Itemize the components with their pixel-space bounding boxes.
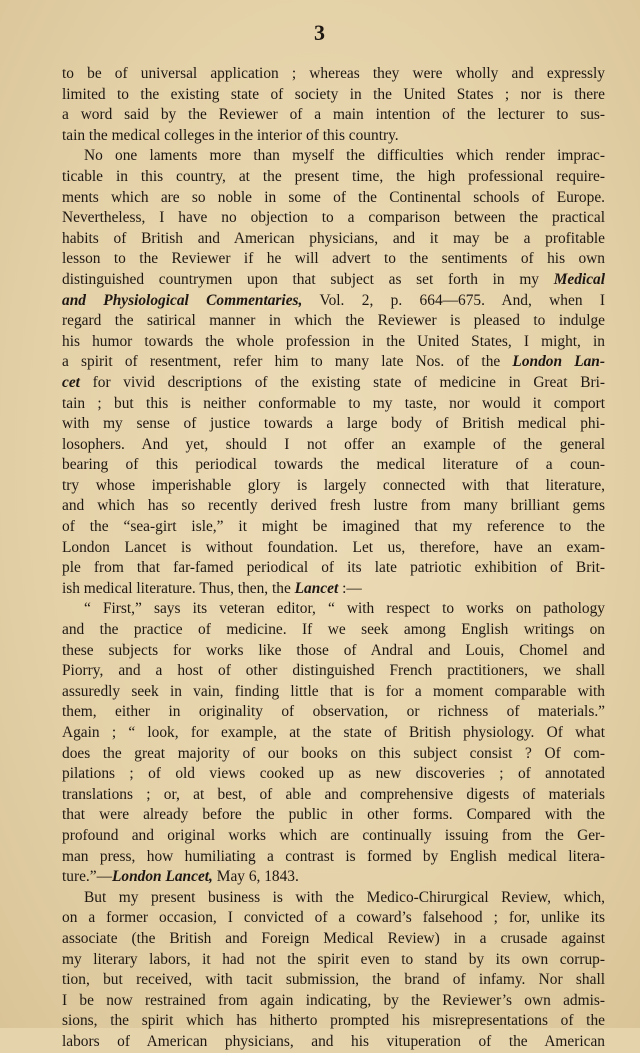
line-text: these subjects for works like those of Andral and Louis, Chomel and bbox=[62, 641, 605, 659]
italic-text: and Physiological Commentaries, bbox=[62, 291, 303, 309]
line-text: try whose imperishable glory is largely connected with that literature, bbox=[62, 476, 605, 494]
line-text: that were already before the public in other forms. Compared with the bbox=[62, 806, 605, 824]
line-text: a spirit of resentment, refer him to many late Nos. of the bbox=[62, 353, 513, 371]
line-text: ish medical literature. Thus, then, the bbox=[62, 579, 295, 597]
text-line bbox=[62, 476, 605, 497]
line-text: ple from that far-famed periodical of its late patriotic exhibition of Brit- bbox=[62, 559, 605, 577]
text-line bbox=[62, 702, 605, 723]
line-text: bearing of this periodical towards the medical literature of a coun- bbox=[62, 456, 605, 474]
text-line bbox=[62, 847, 605, 868]
italic-text: Lancet bbox=[294, 579, 339, 597]
text-line bbox=[62, 146, 605, 167]
line-text: a word said by the Reviewer of a main intention of the lecturer to sus- bbox=[62, 106, 605, 124]
text-line bbox=[62, 435, 605, 456]
line-text: assuredly seek in vain, finding little that is for a moment comparable with bbox=[62, 682, 605, 700]
line-text: But my present business is with the Medico-Chirurgical Review, which, bbox=[84, 888, 605, 906]
text-line bbox=[62, 682, 605, 703]
line-text: translations ; or, at best, of able and comprehensive digests of materials bbox=[62, 785, 605, 803]
text-line bbox=[62, 517, 605, 538]
text-line bbox=[62, 332, 605, 353]
text-line bbox=[62, 599, 605, 620]
line-text: tion, but received, with tacit submission, the brand of infamy. Nor shall bbox=[62, 971, 605, 989]
text-line bbox=[62, 908, 605, 929]
line-text: sions, the spirit which has hitherto prompted his misrepresentations of the bbox=[62, 1012, 605, 1030]
line-text: associate (the British and Foreign Medical Review) in a crusade against bbox=[62, 929, 605, 947]
italic-text: cet bbox=[62, 373, 80, 391]
line-text: pilations ; of old views cooked up as new discoveries ; of annotated bbox=[62, 765, 605, 783]
text-line bbox=[62, 126, 605, 147]
text-line bbox=[62, 352, 605, 373]
line-text: them, either in originality of observation, or richness of materials.” bbox=[62, 703, 605, 721]
line-text: for vivid descriptions of the existing state of medicine in Great Bri- bbox=[79, 373, 605, 391]
line-text: No one laments more than myself the difficulties which render imprac- bbox=[84, 147, 605, 165]
text-line bbox=[62, 723, 605, 744]
line-text: May 6, 1843. bbox=[212, 868, 299, 886]
text-line bbox=[62, 414, 605, 435]
text-line bbox=[62, 867, 605, 888]
line-text: habits of British and American physicians, and it may be a profitable bbox=[62, 229, 605, 247]
line-text: ments which are so noble in some of the Continental schools of Europe. bbox=[62, 188, 605, 206]
line-text: and which has so recently derived fresh lustre from many brilliant gems bbox=[62, 497, 605, 515]
line-text: I be now restrained from again indicating, by the Reviewer’s own admis- bbox=[62, 991, 605, 1009]
text-line bbox=[62, 167, 605, 188]
page-number: 3 bbox=[314, 20, 326, 45]
line-text: tain ; but this is neither conformable to my taste, nor would it comport bbox=[62, 394, 605, 412]
text-line bbox=[62, 188, 605, 209]
text-line bbox=[62, 888, 605, 909]
text-line bbox=[62, 579, 605, 600]
text-line bbox=[62, 641, 605, 662]
text-line bbox=[62, 785, 605, 806]
text-line bbox=[62, 744, 605, 765]
line-text: with my sense of justice towards a large body of British medical phi- bbox=[62, 415, 605, 433]
text-line bbox=[62, 991, 605, 1012]
text-line bbox=[62, 970, 605, 991]
text-line bbox=[62, 1011, 605, 1032]
line-text: does the great majority of our books on this subject consist ? Of com- bbox=[62, 744, 605, 762]
text-line bbox=[62, 291, 605, 312]
text-line bbox=[62, 85, 605, 106]
text-line bbox=[62, 496, 605, 517]
text-line bbox=[62, 558, 605, 579]
line-text: London Lancet is without foundation. Let us, therefore, have an exam- bbox=[62, 538, 605, 556]
line-text: losophers. And yet, should I not offer an example of the general bbox=[62, 435, 605, 453]
text-line bbox=[62, 826, 605, 847]
text-line bbox=[62, 394, 605, 415]
text-line bbox=[62, 270, 605, 291]
text-line bbox=[62, 229, 605, 250]
text-line bbox=[62, 950, 605, 971]
line-text: distinguished countrymen upon that subject as set forth in my bbox=[62, 270, 554, 288]
line-text: limited to the existing state of society in the United States ; nor is there bbox=[62, 85, 605, 103]
text-line bbox=[62, 208, 605, 229]
body-text bbox=[62, 64, 605, 1053]
line-text: and the practice of medicine. If we seek among English writings on bbox=[62, 621, 605, 639]
line-text: “ First,” says its veteran editor, “ with respect to works on pathology bbox=[84, 600, 605, 618]
line-text: Nevertheless, I have no objection to a comparison between the practical bbox=[62, 209, 605, 227]
line-text: Vol. 2, p. 664—675. And, when I bbox=[302, 291, 606, 309]
line-text: ticable in this country, at the present time, the high professional require- bbox=[62, 167, 605, 185]
text-line bbox=[62, 764, 605, 785]
text-line bbox=[62, 929, 605, 950]
line-text: ture.”— bbox=[62, 868, 112, 886]
text-line bbox=[62, 620, 605, 641]
line-text: regard the satirical manner in which the Reviewer is pleased to indulge bbox=[62, 312, 605, 330]
line-text: his humor towards the whole profession in the United States, I might, in bbox=[62, 332, 605, 350]
italic-text: London Lan- bbox=[512, 353, 605, 371]
line-text: my literary labors, it had not the spirit even to stand by its own corrup- bbox=[62, 950, 605, 968]
text-line bbox=[62, 1032, 605, 1053]
italic-text: Medical bbox=[553, 270, 605, 288]
line-text: labors of American physicians, and his vituperation of the American bbox=[62, 1032, 605, 1050]
line-text: of the “sea-girt isle,” it might be imagined that my reference to the bbox=[62, 518, 605, 536]
text-line bbox=[62, 249, 605, 270]
line-text: tain the medical colleges in the interior of this country. bbox=[62, 126, 399, 144]
line-text: on a former occasion, I convicted of a coward’s falsehood ; for, unlike its bbox=[62, 909, 605, 927]
text-line bbox=[62, 455, 605, 476]
text-line bbox=[62, 805, 605, 826]
text-line bbox=[62, 311, 605, 332]
text-line bbox=[62, 105, 605, 126]
text-line bbox=[62, 661, 605, 682]
line-text: lesson to the Reviewer if he will advert to the sentiments of his own bbox=[62, 250, 605, 268]
line-text: Piorry, and a host of other distinguished French practitioners, we shall bbox=[62, 662, 605, 680]
text-line bbox=[62, 373, 605, 394]
text-line bbox=[62, 538, 605, 559]
line-text: to be of universal application ; whereas they were wholly and expressly bbox=[62, 65, 605, 82]
text-line bbox=[62, 64, 605, 85]
line-text: Again ; “ look, for example, at the state of British physiology. Of what bbox=[62, 724, 605, 741]
line-text: profound and original works which are continually issuing from the Ger- bbox=[62, 826, 605, 844]
line-text: :— bbox=[338, 579, 362, 597]
line-text: man press, how humiliating a contrast is formed by English medical litera- bbox=[62, 847, 605, 865]
italic-text: London Lancet, bbox=[112, 868, 213, 886]
